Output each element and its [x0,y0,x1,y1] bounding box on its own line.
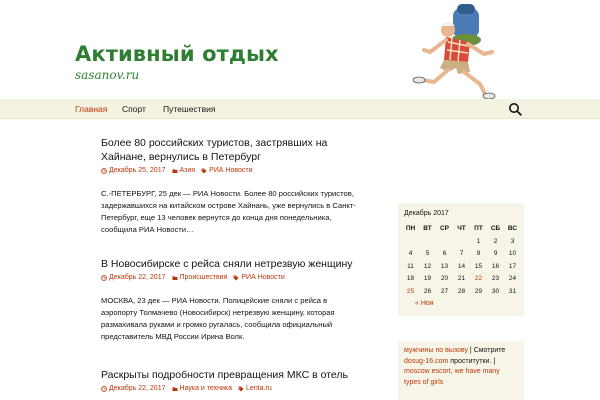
hiker-illustration [408,2,518,99]
tag-icon [238,386,244,392]
calendar-prev-month-link[interactable]: « Ноя [415,300,434,307]
calendar-day: 23 [491,275,500,283]
site-description: sasanov.ru [75,68,140,82]
calendar-weekday: ПН [405,225,416,232]
post-item [101,136,363,236]
post-category[interactable]: Азия [179,167,196,174]
post-tag[interactable]: РИА Новости [209,167,253,174]
nav-item-travel[interactable]: Путешествия [163,104,216,114]
calendar-table [402,222,521,298]
calendar-widget [398,203,524,316]
calendar-day: 14 [457,262,466,270]
calendar-day: 3 [510,237,515,245]
post-date[interactable]: Декабрь 22, 2017 [109,385,166,392]
post-category[interactable]: Наука и техника [179,385,233,392]
calendar-day: 30 [491,287,500,295]
post-title[interactable]: Раскрыты подробности превращения МКС в отель [101,369,348,381]
calendar-weekday: СБ [490,225,501,232]
calendar-day: 2 [493,237,498,245]
post-excerpt: С.-ПЕТЕРБУРГ, 25 дек — РИА Новости. Более 80 российских туристов, задержавшихся на китайском острове Хайнань, уже вернулись в Санкт-Петербург, еще 13 человек вернутся до конца дня понедельника, сообщила РИА Новости… [101,189,356,234]
search-icon[interactable] [508,102,522,116]
post-meta [101,167,363,174]
site-header [0,0,600,99]
calendar-weekday: СР [439,225,450,232]
calendar-weekday: ЧТ [457,225,466,232]
clock-icon [101,386,107,392]
main-navigation [0,99,600,119]
calendar-week-row [402,260,521,273]
folder-icon [172,168,178,174]
sidebar-text: | [491,357,496,365]
post-tag[interactable]: РИА Новости [241,274,285,281]
calendar-day: 17 [508,262,517,270]
site-title[interactable]: Активный отдых [75,42,279,66]
calendar-day: 31 [508,287,517,295]
calendar-day: 28 [457,287,466,295]
calendar-day: 8 [476,250,481,258]
folder-icon [172,275,178,281]
calendar-day: 26 [423,287,432,295]
calendar-day: 10 [508,250,517,258]
calendar-day: 11 [407,262,414,270]
nav-item-home[interactable]: Главная [75,104,108,114]
post-item [101,368,363,392]
calendar-empty-cell [436,235,453,248]
sidebar-text: проститутки. [448,357,492,365]
tag-icon [233,275,239,281]
calendar-day: 18 [406,275,415,283]
post-date[interactable]: Декабрь 25, 2017 [109,167,166,174]
calendar-day: 19 [423,275,432,283]
post-meta [101,385,363,392]
calendar-week-row [402,273,521,286]
calendar-day: 6 [442,250,447,258]
calendar-day: 29 [474,287,483,295]
calendar-empty-cell [419,235,436,248]
calendar-day: 7 [459,250,464,258]
post-category[interactable]: Происшествия [179,274,228,281]
post-title[interactable]: В Новосибирске с рейса сняли нетрезвую женщину [101,258,353,270]
post-tag[interactable]: Lenta.ru [246,385,272,392]
calendar-weekday: ПТ [474,225,483,232]
calendar-day: 15 [474,262,483,270]
calendar-day: 27 [440,287,449,295]
calendar-week-row [402,285,521,298]
sidebar-link[interactable]: мужчины по вызову [404,347,468,354]
folder-icon [172,386,178,392]
calendar-day: 12 [423,262,432,270]
sidebar-link[interactable]: dosug-16.com [404,357,449,365]
post-title[interactable]: Более 80 российских туристов, застрявших на Хайнане, вернулись в Петербург [101,137,328,163]
post-meta [101,274,363,281]
calendar-day: 5 [425,250,430,258]
calendar-day: 9 [493,250,498,258]
sidebar-text: | Смотрите [467,347,506,354]
calendar-day: 1 [476,237,481,245]
tag-icon [201,168,207,174]
calendar-weekday: ВТ [423,225,432,232]
calendar-week-row [402,248,521,261]
sidebar-links-widget [398,341,524,400]
calendar-day: 20 [440,275,449,283]
calendar-day: 4 [408,250,413,258]
clock-icon [101,168,107,174]
calendar-day[interactable]: 22 [474,275,483,283]
post-item [101,257,363,343]
calendar-week-row [402,235,521,248]
calendar-day: 24 [508,275,517,283]
post-date[interactable]: Декабрь 22, 2017 [109,274,166,281]
nav-item-sport[interactable]: Спорт [122,104,146,114]
clock-icon [101,275,107,281]
calendar-empty-cell [402,235,419,248]
calendar-weekday: ВС [507,225,518,232]
calendar-day: 16 [491,262,500,270]
calendar-empty-cell [453,235,470,248]
calendar-day[interactable]: 25 [406,287,415,295]
post-excerpt: МОСКВА, 23 дек — РИА Новости. Полицейские сняли с рейса в аэропорту Толмачево (Новосибирск) нетрезвую женщину, которая размахивала руками и громко ругалась, сообщила официальный представитель МВД России Ирина Волк. [101,296,335,341]
sidebar-link[interactable]: moscow escort, we have many types of girls [404,368,500,386]
calendar-day: 13 [440,262,449,270]
calendar-day: 21 [457,275,466,283]
calendar-caption: Декабрь 2017 [404,210,449,217]
